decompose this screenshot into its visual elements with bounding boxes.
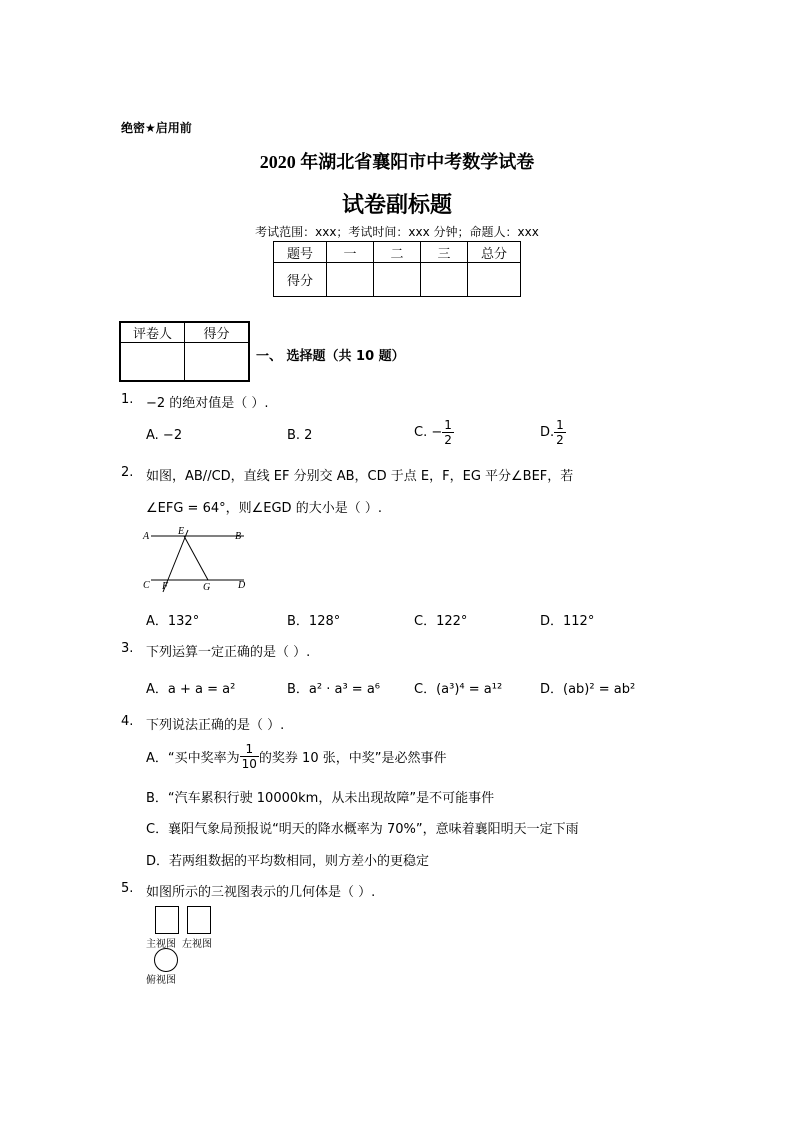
question-stem: 下列运算一定正确的是（ ）. bbox=[146, 645, 311, 660]
question-number: 3. bbox=[121, 641, 134, 656]
option-c bbox=[414, 418, 454, 447]
fraction-numerator: 1 bbox=[240, 742, 259, 757]
option-c: C．襄阳气象局预报说“明天的降水概率为 70%”，意味着襄阳明天一定下雨 bbox=[146, 822, 579, 837]
option-b: B．a² · a³ = a⁶ bbox=[287, 682, 381, 697]
question-number: 2. bbox=[121, 465, 134, 480]
section-title: 一、 选择题（共 10 题） bbox=[256, 349, 405, 364]
fraction bbox=[554, 418, 566, 447]
fraction-denominator: 2 bbox=[444, 433, 452, 447]
option-d-label: D. bbox=[540, 425, 555, 440]
score-cell bbox=[327, 263, 374, 297]
option-d: D．(ab)² = ab² bbox=[540, 682, 636, 697]
score-header-cell: 三 bbox=[421, 242, 468, 263]
grader-header: 得分 bbox=[185, 322, 250, 343]
point-label: A bbox=[143, 531, 150, 542]
front-view-rect bbox=[155, 906, 179, 934]
option-c-label: C. − bbox=[414, 425, 443, 440]
option-c: C．122° bbox=[414, 614, 468, 629]
exam-title: 2020 年湖北省襄阳市中考数学试卷 bbox=[259, 152, 535, 172]
score-header-cell: 一 bbox=[327, 242, 374, 263]
top-view-circle bbox=[154, 948, 178, 972]
fraction-denominator: 10 bbox=[241, 757, 257, 771]
secret-label: 绝密★启用前 bbox=[121, 121, 192, 135]
fraction bbox=[240, 742, 259, 771]
line-eg bbox=[184, 536, 208, 580]
exam-subtitle: 试卷副标题 bbox=[341, 193, 452, 218]
question-stem: 下列说法正确的是（ ）. bbox=[146, 718, 285, 733]
option-a-suffix: 的奖券 10 张，中奖”是必然事件 bbox=[258, 751, 447, 766]
option-b: B．“汽车累积行驶 10000km，从未出现故障”是不可能事件 bbox=[146, 791, 495, 806]
score-header-cell: 二 bbox=[374, 242, 421, 263]
option-c: C．(a³)⁴ = a¹² bbox=[414, 682, 503, 697]
score-header-cell: 总分 bbox=[468, 242, 521, 263]
top-view-label: 俯视图 bbox=[146, 975, 176, 986]
option-b: B．128° bbox=[287, 614, 341, 629]
option-d: D．112° bbox=[540, 614, 595, 629]
point-label: B bbox=[235, 531, 242, 542]
point-label: E bbox=[178, 526, 185, 537]
option-a: A．a + a = a² bbox=[146, 682, 236, 697]
fraction bbox=[442, 418, 454, 447]
point-label: G bbox=[203, 582, 211, 593]
option-a: A. −2 bbox=[146, 428, 183, 443]
score-header-cell: 题号 bbox=[274, 242, 327, 263]
side-view-label: 左视图 bbox=[182, 939, 212, 950]
question-number: 5. bbox=[121, 881, 134, 896]
point-label: D bbox=[238, 580, 246, 591]
exam-info: 考试范围：xxx；考试时间：xxx 分钟；命题人：xxx bbox=[255, 225, 539, 239]
point-label: F bbox=[162, 581, 169, 592]
option-b: B. 2 bbox=[287, 428, 313, 443]
side-view-rect bbox=[187, 906, 211, 934]
option-a: A．132° bbox=[146, 614, 200, 629]
score-cell bbox=[421, 263, 468, 297]
option-d bbox=[540, 418, 566, 447]
fraction-denominator: 2 bbox=[556, 433, 564, 447]
fraction-numerator: 1 bbox=[556, 418, 564, 432]
option-a-prefix: A．“买中奖率为 bbox=[146, 751, 240, 766]
grader-table bbox=[119, 321, 250, 382]
option-d: D．若两组数据的平均数相同，则方差小的更稳定 bbox=[146, 854, 430, 869]
fraction-numerator: 1 bbox=[444, 418, 452, 432]
score-table bbox=[273, 241, 521, 297]
question-stem: 如图所示的三视图表示的几何体是（ ）. bbox=[146, 885, 376, 900]
parallel-lines-figure bbox=[140, 522, 255, 597]
question-stem-line1: 如图，AB//CD，直线 EF 分别交 AB，CD 于点 E，F，EG 平分∠BEF，若 bbox=[146, 469, 574, 484]
score-row-label: 得分 bbox=[274, 263, 327, 297]
option-a bbox=[146, 742, 446, 771]
question-number: 1. bbox=[121, 392, 134, 407]
point-label: C bbox=[143, 580, 150, 591]
grader-cell bbox=[185, 343, 250, 381]
grader-cell bbox=[120, 343, 185, 381]
question-number: 4. bbox=[121, 714, 134, 729]
score-cell bbox=[374, 263, 421, 297]
question-stem: −2 的绝对值是（ ）. bbox=[146, 396, 269, 411]
front-view-label: 主视图 bbox=[146, 939, 176, 950]
question-stem-line2: ∠EFG = 64°，则∠EGD 的大小是（ ）. bbox=[146, 501, 382, 516]
score-cell bbox=[468, 263, 521, 297]
grader-header: 评卷人 bbox=[120, 322, 185, 343]
